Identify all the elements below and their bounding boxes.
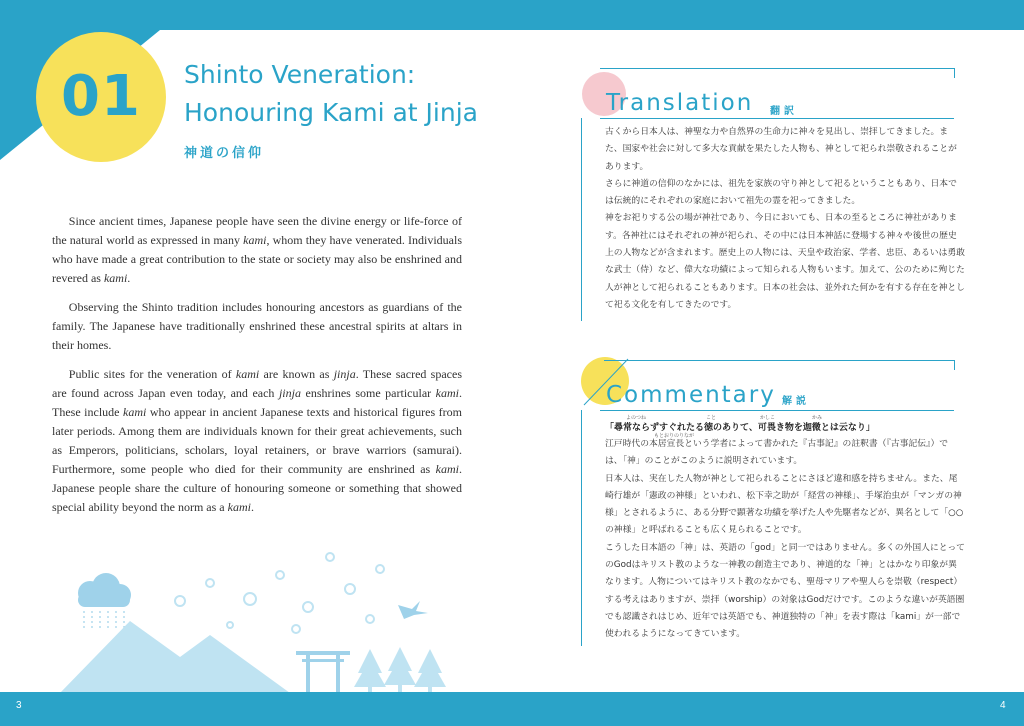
commentary-heading-jp: 解説	[782, 396, 810, 407]
commentary-paragraph-1: 江戸時代の本居宣長という学者によって書かれた『古事記』の註釈書（『古事記伝』）では、「神」のことがこのように説明されています。	[605, 439, 949, 467]
chapter-title-jp: 神道の信仰	[184, 146, 265, 161]
chapter-title-line2: Honouring Kami at Jinja	[184, 98, 478, 127]
translation-heading-rule	[600, 118, 954, 119]
english-paragraph-3: Public sites for the veneration of kami are known as jinja. These sacred spaces are found across Japan even today, and each jinja enshrines some particular kami. These include kami who appear in ancient Japanese texts and historical figures from later periods. Among them are individuals known for their great achievements, such as Emperors, politicians, scholars, loyal retainers, or brave warriors (samurai). Furthermore, some people who died for their community are enshrined as kami. Japanese people share the culture of honouring someone or something that showed special ability beyond the norm as a kami.	[52, 367, 463, 514]
mountain-icon	[60, 621, 290, 693]
commentary-top-rule	[604, 360, 954, 361]
commentary-paragraph-2: 日本人は、実在した人物が神として祀られることにさほど違和感を持ちません。また、尾崎行雄が「憲政の神様」といわれ、松下幸之助が「経営の神様」、手塚治虫が「マンガの神様」とされるように、ある分野で顕著な功績を挙げた人や先駆者などが、異名として「○○の神様」と呼ばれることも広く見られることです。	[605, 473, 964, 536]
translation-body	[605, 124, 965, 314]
right-page-number: 4	[1000, 700, 1006, 711]
chapter-number: 01	[61, 64, 141, 129]
commentary-body	[605, 436, 965, 644]
english-paragraph-2: Observing the Shinto tradition includes honouring ancestors as guardians of the family. The Japanese have traditionally enshrined these ancestral spirits at altars in their homes.	[52, 300, 462, 352]
chapter-title-line1: Shinto Veneration:	[184, 60, 416, 89]
commentary-top-tick	[954, 360, 955, 370]
translation-paragraph-1: 古くから日本人は、神聖な力や自然界の生命力に神々を見出し、崇拝してきました。また、国家や社会に対して多大な貢献を果たした人物も、神として祀られ崇敬されることがあります。	[605, 127, 957, 172]
bottom-band	[0, 692, 1024, 726]
furigana-yotsune: よのつね	[626, 415, 647, 421]
translation-paragraph-3: 神をお祀りする公の場が神社であり、今日においても、日本の至るところに神社があります。各神社にはそれぞれの神が祀られ、その中には日本神話に登場する神々や後世の歴史上の人物などが含まれます。歴史上の人物には、天皇や政治家、学者、忠臣、あるいは勇敢な武士（侍）など、偉大な功績によって知られる人物もいます。加えて、公のために殉じた人が神として祀られることもあります。日本の社会は、並外れた何かを有する存在を神として祀る文化を有してきたのです。	[605, 213, 965, 310]
landscape-illustration	[60, 545, 460, 693]
translation-left-rule	[581, 118, 582, 321]
translation-top-rule	[600, 68, 954, 69]
translation-top-tick	[954, 68, 955, 78]
english-paragraph-1: Since ancient times, Japanese people have seen the divine energy or life-force of the natural world as expressed in many kami, whom they have venerated. Individuals who have made a great contribution to the state or society may also be enshrined and revered as kami.	[52, 214, 462, 285]
translation-heading: Translation	[606, 90, 754, 116]
commentary-quote: 「尋常ならずすぐれたる徳のありて、可畏き物を迦微とは云なり」	[605, 423, 875, 433]
english-body	[52, 212, 462, 527]
furigana-kami: かみ	[812, 415, 823, 421]
snowflake-icon	[175, 553, 384, 633]
cloud-icon	[78, 573, 131, 631]
tree-icon	[354, 647, 446, 693]
commentary-heading: Commentary	[606, 382, 776, 408]
left-page-number: 3	[16, 700, 22, 711]
furigana-motoori: もとおりのりなが	[654, 433, 695, 439]
translation-paragraph-2: さらに神道の信仰のなかには、祖先を家族の守り神として祀るということもあり、日本では伝統的にそれぞれの家庭において祖先の霊を祀ってきました。	[605, 178, 957, 207]
top-band	[0, 0, 1024, 30]
translation-heading-jp: 翻訳	[770, 106, 798, 117]
commentary-heading-rule	[600, 410, 954, 411]
torii-gate-icon	[296, 651, 350, 693]
commentary-left-rule	[581, 410, 582, 646]
bird-icon	[398, 601, 428, 619]
furigana-koto: こと	[706, 415, 717, 421]
furigana-kashiko: かしこ	[760, 415, 776, 421]
commentary-paragraph-3: こうした日本語の「神」は、英語の「god」と同一ではありません。多くの外国人にとってのGodはキリスト教のような一神教の創造主であり、神道的な「神」とはかなり印象が異なります。人物についてはキリスト教のなかでも、聖母マリアや聖人らを崇敬（respect）する考えはありますが、崇拝（worship）の対象はGodだけです。このような違いが英語圏でも認識されはじめ、近年では英語でも、神道独特の「神」を表す際は「kami」が一部で使われるようになってきています。	[605, 542, 965, 640]
